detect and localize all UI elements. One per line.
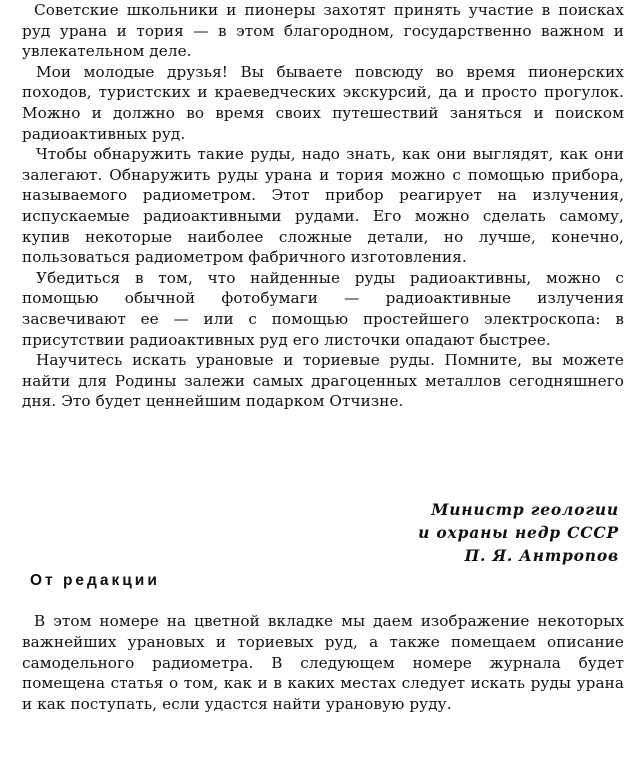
article-body [22,0,624,412]
editorial-heading: От редакции [30,572,160,589]
article-paragraph-5: Научитесь искать урановые и ториевые руды. Помните, вы можете найти для Родины залежи самых драгоценных металлов сегодняшнего дня. Это будет ценнейшим подарком Отчизне. [22,351,624,411]
author-signature [418,498,619,567]
article-paragraph-3: Чтобы обнаружить такие руды, надо знать, как они выглядят, как они залегают. Обнаружить руды урана и тория можно с помощью прибора, называемого радиометром. Этот прибор реагирует на излучения, испускаемые радиоактивными рудами. Его можно сделать самому, купив некоторые наиболее сложные детали, но лучше, конечно, пользоваться радиометром фабричного изготовления. [22,145,624,267]
article-paragraph-4: Убедиться в том, что найденные руды радиоактивны, можно с помощью обычной фотобумаги — радиоактивные излучения засвечивают ее — или с помощью простейшего электроскопа: в присутствии радиоактивных руд его листочки опадают быстрее. [22,268,624,349]
signature-title-line-1: Министр геологии [431,500,619,519]
article-paragraph-2: Мои молодые друзья! Вы бываете повсюду во время пионерских походов, туристских и краеведческих экскурсий, да и просто прогулок. Можно и должно во время своих путешествий заняться и поиском радиоактивных руд. [22,62,624,143]
signature-title-line-2: и охраны недр СССР [418,523,619,542]
signature-author-name: П. Я. Антропов [464,546,619,565]
editorial-note [22,611,624,715]
article-paragraph-1: Советские школьники и пионеры захотят принять участие в поисках руд урана и тория — в этом благородном, государственно важном и увлекательном деле. [22,1,624,61]
editorial-paragraph: В этом номере на цветной вкладке мы даем изображение некоторых важнейших урановых и ториевых руд, а также помещаем описание самодельного радиометра. В следующем номере журнала будет помещена статья о том, как и в каких местах следует искать руды урана и как поступать, если удастся найти урановую руду. [22,612,624,714]
